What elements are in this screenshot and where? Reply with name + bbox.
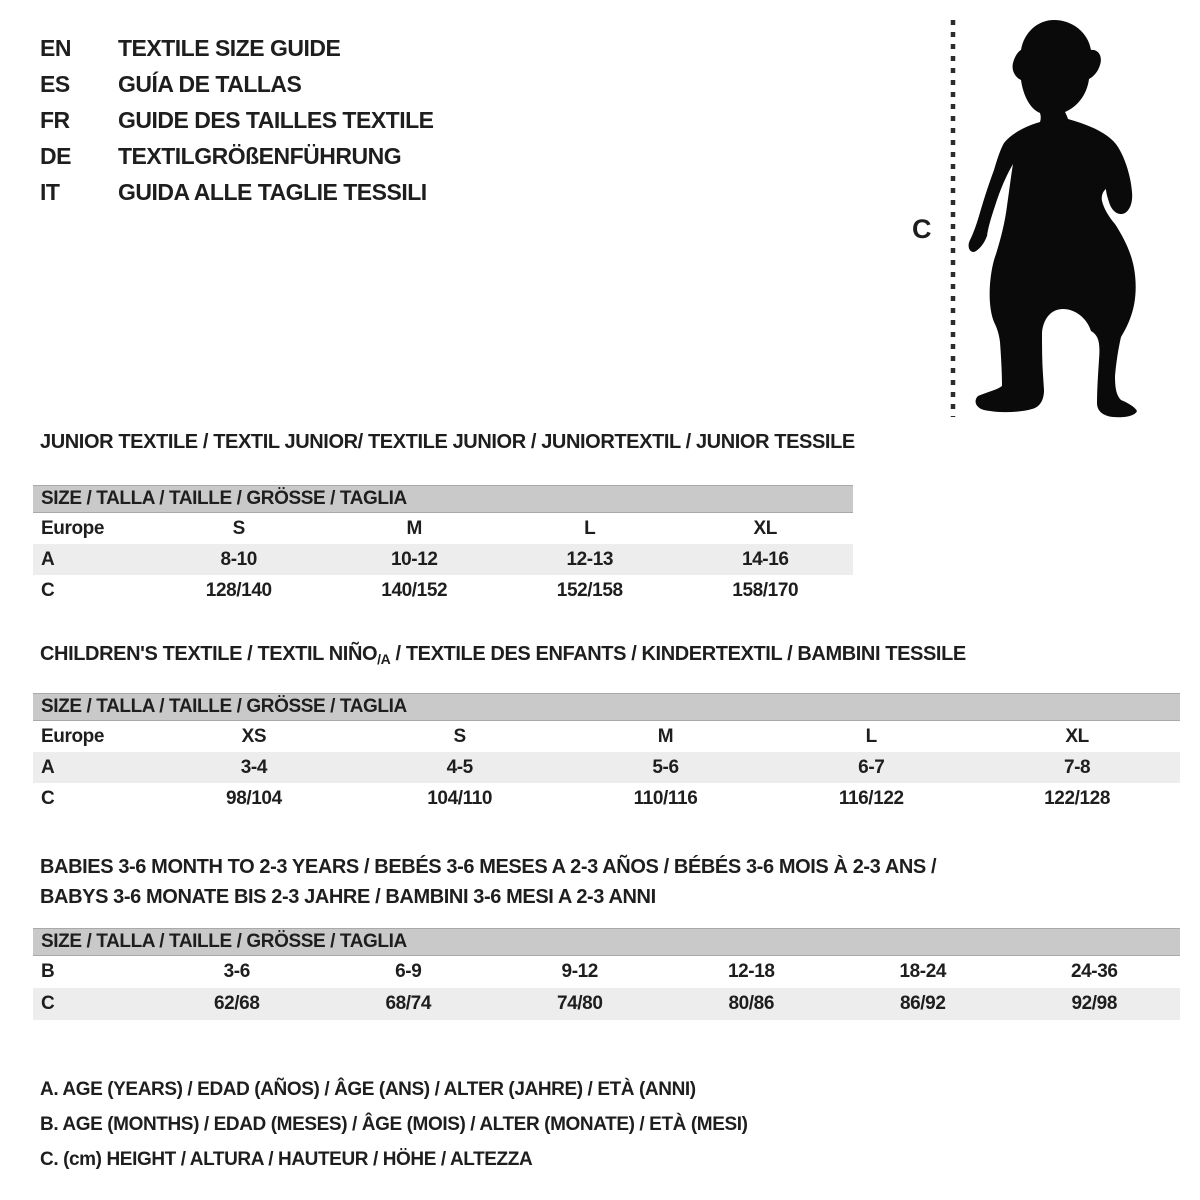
row-label: A: [41, 756, 55, 778]
table-cell: 68/74: [385, 993, 432, 1014]
table-cell: 3-4: [240, 756, 268, 778]
junior-textile-table: [33, 430, 853, 606]
row-label: A: [41, 548, 55, 570]
table-cell: 104/110: [427, 787, 493, 809]
junior-table-title: JUNIOR TEXTILE / TEXTIL JUNIOR/ TEXTILE JUNIOR / JUNIORTEXTIL / JUNIOR TESSILE: [40, 431, 855, 453]
table-cell: 14-16: [741, 548, 789, 570]
table-cell: 12-13: [566, 548, 614, 570]
language-row: [40, 102, 434, 138]
column-header: S: [232, 517, 245, 539]
column-header: XL: [753, 517, 777, 539]
language-code: IT: [40, 178, 60, 205]
table-cell: 158/170: [732, 579, 799, 601]
table-cell: 8-10: [220, 548, 257, 570]
table-cell: 122/128: [1044, 787, 1111, 809]
guide-title: TEXTILE SIZE GUIDE: [118, 34, 341, 61]
column-header: XS: [241, 725, 267, 747]
children-title-prefix: CHILDREN'S TEXTILE / TEXTIL NIÑO: [40, 643, 378, 665]
size-header-bar: SIZE / TALLA / TAILLE / GRÖSSE / TAGLIA: [33, 485, 853, 513]
language-code: DE: [40, 142, 71, 169]
table-cell: 9-12: [561, 961, 598, 982]
height-label-c: C: [912, 214, 932, 244]
babies-textile-table: [33, 852, 1180, 1020]
table-cell: 110/116: [633, 787, 698, 809]
table-row-c: [33, 783, 1180, 814]
toddler-silhouette-icon: [969, 20, 1137, 417]
language-row: [40, 30, 434, 66]
row-label: C: [41, 579, 55, 601]
row-label: B: [41, 961, 55, 982]
language-code: ES: [40, 70, 70, 97]
table-row-c: [33, 988, 1180, 1020]
column-header: S: [453, 725, 466, 747]
table-row-c: [33, 575, 853, 606]
table-cell: 4-5: [446, 756, 473, 778]
table-cell: 18-24: [899, 961, 947, 982]
language-row: [40, 138, 434, 174]
table-cell: 62/68: [213, 993, 260, 1014]
table-cell: 86/92: [899, 993, 946, 1014]
table-cell: 80/86: [728, 993, 775, 1014]
table-cell: 152/158: [556, 579, 623, 601]
legend-line-c: C. (cm) HEIGHT / ALTURA / HAUTEUR / HÖHE / ALTEZZA: [40, 1149, 533, 1170]
columns-row: [33, 721, 1180, 752]
children-title-subscript: /A: [377, 651, 391, 667]
column-header: L: [865, 725, 877, 747]
table-cell: 12-18: [727, 961, 775, 982]
table-cell: 5-6: [652, 756, 679, 778]
table-cell: 98/104: [226, 787, 282, 809]
table-cell: 7-8: [1063, 756, 1091, 778]
legend-line-b: B. AGE (MONTHS) / EDAD (MESES) / ÂGE (MOIS) / ALTER (MONATE) / ETÀ (MESI): [40, 1114, 748, 1135]
language-title-block: [40, 30, 434, 210]
column-header: M: [406, 517, 422, 539]
column-header: M: [657, 725, 674, 747]
size-header-bar: SIZE / TALLA / TAILLE / GRÖSSE / TAGLIA: [33, 693, 1180, 721]
row-label: C: [41, 787, 55, 809]
table-cell: 116/122: [838, 787, 904, 809]
row-label: C: [41, 993, 55, 1014]
measurement-legend: [40, 1072, 748, 1177]
guide-title: GUIDE DES TAILLES TEXTILE: [118, 106, 434, 133]
children-title-suffix: / TEXTILE DES ENFANTS / KINDERTEXTIL / BAMBINI TESSILE: [390, 643, 966, 665]
table-cell: 140/152: [381, 579, 448, 601]
table-row-a: [33, 544, 853, 575]
column-header: L: [584, 517, 596, 539]
guide-title: GUIDA ALLE TAGLIE TESSILI: [118, 178, 427, 205]
babies-table-title-line1: BABIES 3-6 MONTH TO 2-3 YEARS / BEBÉS 3-6 MESES A 2-3 AÑOS / BÉBÉS 3-6 MOIS À 2-3 ANS /: [40, 856, 937, 878]
legend-line-a: A. AGE (YEARS) / EDAD (AÑOS) / ÂGE (ANS) / ALTER (JAHRE) / ETÀ (ANNI): [40, 1079, 696, 1100]
table-cell: 92/98: [1071, 993, 1118, 1014]
table-cell: 3-6: [223, 961, 250, 982]
columns-row: [33, 513, 853, 544]
language-row: [40, 66, 434, 102]
toddler-figure: [900, 12, 1160, 422]
children-textile-table: [33, 642, 1180, 814]
language-code: EN: [40, 34, 71, 61]
language-row: [40, 174, 434, 210]
children-table-title: [33, 642, 1180, 667]
table-cell: 6-7: [858, 756, 885, 778]
babies-table-title-line2: BABYS 3-6 MONATE BIS 2-3 JAHRE / BAMBINI 3-6 MESI A 2-3 ANNI: [40, 886, 656, 908]
table-cell: 128/140: [205, 579, 272, 601]
region-label: Europe: [41, 517, 105, 539]
table-cell: 6-9: [395, 961, 422, 982]
table-row-b: [33, 956, 1180, 988]
guide-title: TEXTILGRÖßENFÜHRUNG: [118, 142, 402, 169]
table-row-a: [33, 752, 1180, 783]
table-cell: 10-12: [390, 548, 438, 570]
table-cell: 24-36: [1070, 961, 1118, 982]
column-header: XL: [1065, 725, 1089, 747]
size-header-bar: SIZE / TALLA / TAILLE / GRÖSSE / TAGLIA: [33, 928, 1180, 956]
language-code: FR: [40, 106, 70, 133]
table-cell: 74/80: [556, 993, 603, 1014]
region-label: Europe: [41, 725, 105, 747]
guide-title: GUÍA DE TALLAS: [118, 70, 302, 97]
